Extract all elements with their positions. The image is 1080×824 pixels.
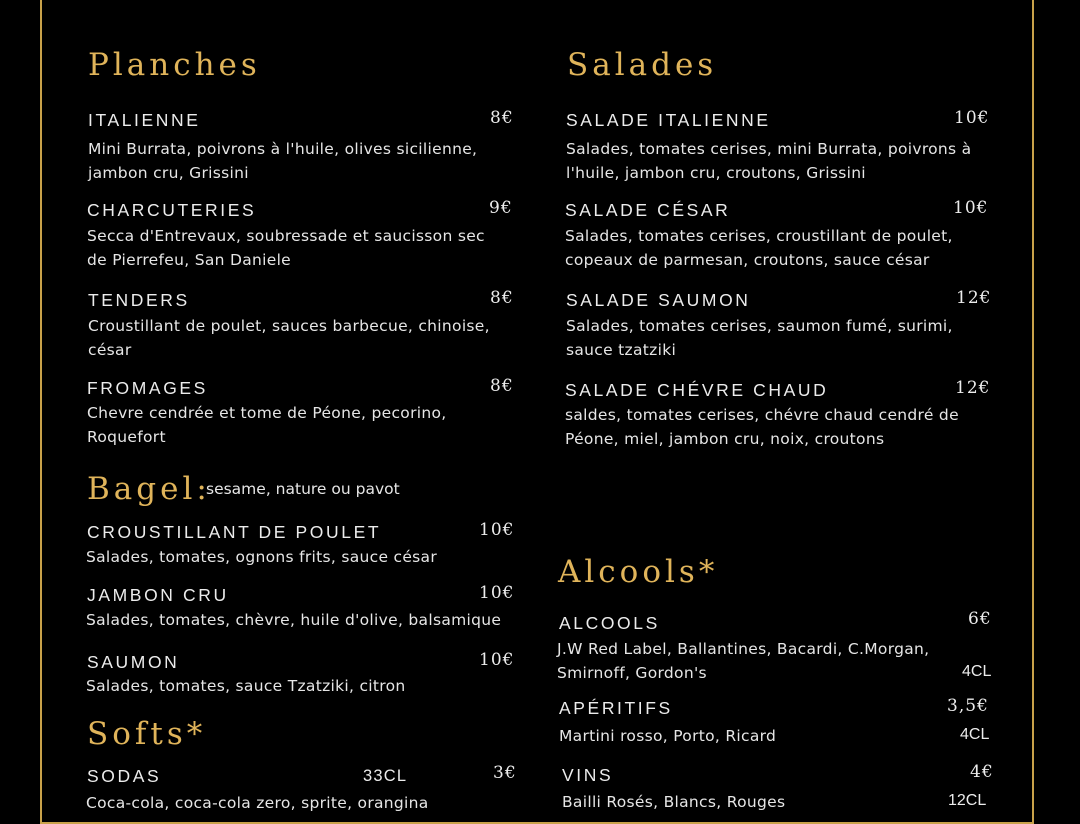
salades-heading: Salades (567, 47, 718, 83)
item-description: Salades, tomates, sauce Tzatziki, citron (86, 677, 406, 695)
item-description: Croustillant de poulet, sauces barbecue, chinoise, césar (88, 317, 490, 359)
item-price: 4€ (970, 762, 994, 782)
item-name: SALADE CHÉVRE CHAUD (565, 380, 829, 400)
item-volume: 4CL (960, 726, 990, 743)
item-volume: 4CL (962, 663, 992, 680)
item-name: CROUSTILLANT DE POULET (87, 522, 382, 542)
item-name: APÉRITIFS (559, 698, 673, 718)
planches-heading: Planches (88, 47, 261, 83)
item-description: Bailli Rosés, Blancs, Rouges (562, 793, 786, 811)
item-name: VINS (562, 765, 614, 785)
item-price: 9€ (489, 198, 513, 218)
item-name: ALCOOLS (559, 613, 660, 633)
item-description: Salades, tomates cerises, mini Burrata, poivrons à l'huile, jambon cru, croutons, Grissini (566, 140, 972, 182)
item-price: 3,5€ (947, 696, 989, 716)
item-volume: 33CL (363, 767, 408, 785)
item-description: J.W Red Label, Ballantines, Bacardi, C.Morgan, Smirnoff, Gordon's (557, 640, 930, 682)
item-name: SAUMON (87, 652, 180, 672)
alcools-heading: Alcools* (558, 554, 719, 590)
item-price: 10€ (954, 108, 990, 128)
item-price: 8€ (490, 288, 514, 308)
item-price: 6€ (968, 609, 992, 629)
item-description: Chevre cendrée et tome de Péone, pecorino, Roquefort (87, 404, 447, 446)
item-name: SALADE ITALIENNE (566, 110, 771, 130)
item-price: 10€ (479, 583, 515, 603)
item-description: Salades, tomates cerises, croustillant de poulet, copeaux de parmesan, croutons, sauce césar (565, 227, 953, 269)
item-price: 3€ (493, 763, 517, 783)
item-name: SODAS (87, 766, 162, 786)
item-volume: 12CL (948, 792, 987, 809)
item-name: SALADE CÉSAR (565, 200, 731, 220)
item-description: Martini rosso, Porto, Ricard (559, 727, 777, 745)
item-description: Mini Burrata, poivrons à l'huile, olives sicilienne, jambon cru, Grissini (88, 140, 478, 182)
item-price: 12€ (955, 378, 991, 398)
item-name: SALADE SAUMON (566, 290, 751, 310)
item-price: 8€ (490, 376, 514, 396)
bagel-subtitle: sesame, nature ou pavot (206, 480, 400, 498)
item-price: 10€ (479, 520, 515, 540)
item-description: Salades, tomates, ognons frits, sauce césar (86, 548, 438, 566)
bagel-heading: Bagel: (87, 471, 211, 507)
item-name: CHARCUTERIES (87, 200, 257, 220)
item-name: TENDERS (88, 290, 190, 310)
item-name: FROMAGES (87, 378, 208, 398)
item-description: Salades, tomates cerises, saumon fumé, surimi, sauce tzatziki (566, 317, 953, 359)
softs-heading: Softs* (87, 716, 207, 752)
item-name: ITALIENNE (88, 110, 201, 130)
item-description: Salades, tomates, chèvre, huile d'olive, balsamique (86, 611, 502, 629)
item-price: 8€ (490, 108, 514, 128)
item-price: 12€ (956, 288, 992, 308)
item-description: Secca d'Entrevaux, soubressade et saucisson sec de Pierrefeu, San Daniele (87, 227, 485, 269)
item-name: JAMBON CRU (87, 585, 229, 605)
item-description: saldes, tomates cerises, chévre chaud cendré de Péone, miel, jambon cru, noix, croutons (565, 406, 959, 448)
item-price: 10€ (953, 198, 989, 218)
item-price: 10€ (479, 650, 515, 670)
item-description: Coca-cola, coca-cola zero, sprite, orangina (86, 794, 429, 812)
